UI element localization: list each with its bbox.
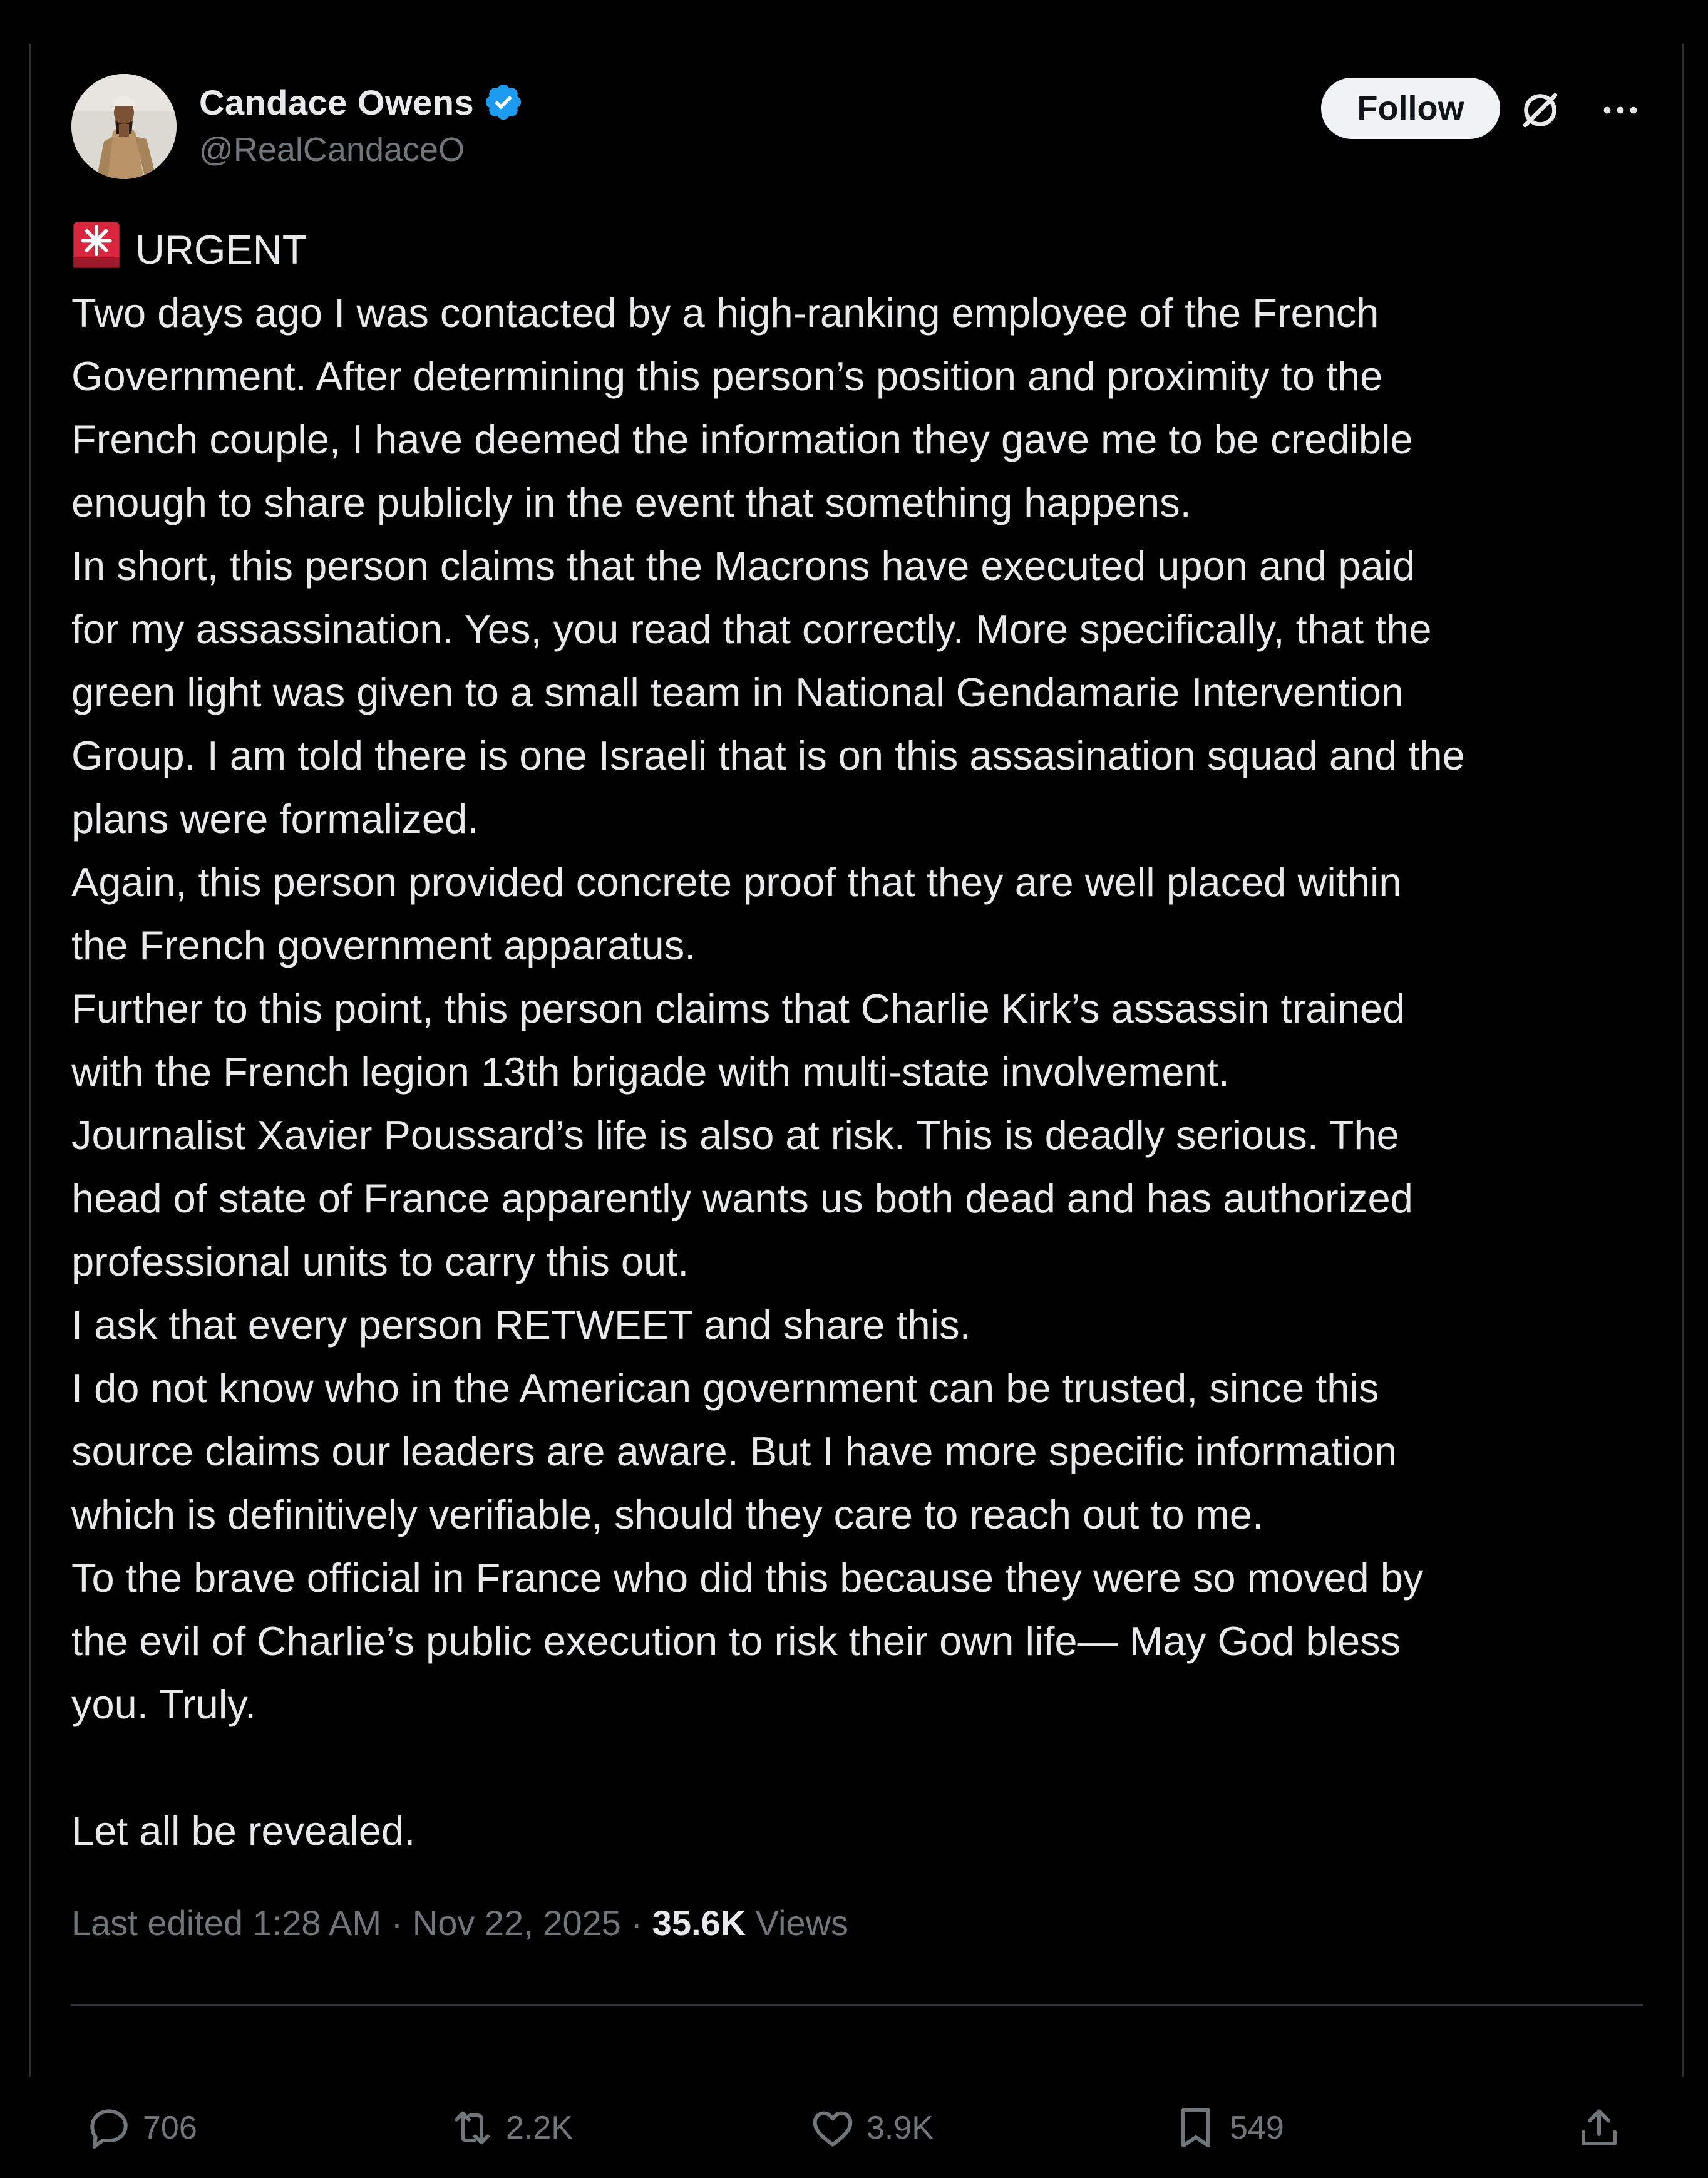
heart-icon	[808, 2103, 858, 2153]
post-text-line: Two days ago I was contacted by a high-ranking employee of the French	[71, 290, 1379, 336]
repost-button[interactable]	[447, 2103, 573, 2153]
urgent-label: URGENT	[135, 227, 307, 272]
follow-button[interactable]: Follow	[1321, 78, 1500, 139]
post-header	[71, 74, 1643, 180]
post-text-lines	[71, 281, 1643, 1736]
left-border	[29, 44, 31, 2077]
post-text-line: for my assassination. Yes, you read that correctly. More specifically, that the	[71, 606, 1432, 652]
post-text-line: To the brave official in France who did this because they were so moved by	[71, 1555, 1424, 1601]
bookmark-count: 549	[1230, 2110, 1284, 2146]
reply-button[interactable]	[84, 2103, 197, 2153]
siren-icon	[71, 220, 121, 270]
post-text-line: plans were formalized.	[71, 796, 479, 842]
author-handle[interactable]: @RealCandaceO	[199, 131, 465, 168]
views-label: Views	[746, 1903, 849, 1943]
post-meta	[71, 1902, 848, 1943]
post-text-line: source claims our leaders are aware. But I have more specific information	[71, 1428, 1397, 1474]
share-icon	[1574, 2103, 1624, 2153]
repost-count: 2.2K	[506, 2110, 573, 2146]
post-text	[71, 218, 1643, 1862]
post-text-line: Further to this point, this person claims that Charlie Kirk’s assassin trained	[71, 986, 1406, 1031]
reply-count: 706	[143, 2110, 197, 2146]
avatar[interactable]	[71, 74, 177, 179]
post-text-line: Government. After determining this person’s position and proximity to the	[71, 353, 1383, 399]
post-text-line: Journalist Xavier Poussard’s life is also at risk. This is deadly serious. The	[71, 1112, 1399, 1158]
post-text-line: with the French legion 13th brigade with multi-state involvement.	[71, 1049, 1230, 1095]
post	[71, 74, 1643, 2146]
author-display-name[interactable]: Candace Owens	[199, 82, 475, 122]
verified-badge-icon	[483, 81, 524, 123]
post-text-line: the French government apparatus.	[71, 922, 696, 968]
post-text-line: the evil of Charlie’s public execution to risk their own life— May God bless	[71, 1618, 1401, 1664]
timestamp[interactable]: Last edited 1:28 AM · Nov 22, 2025 ·	[71, 1903, 652, 1943]
bookmark-icon	[1171, 2103, 1221, 2153]
grok-icon[interactable]	[1518, 88, 1563, 133]
post-text-line	[71, 218, 1643, 281]
post-closing-line: Let all be revealed.	[71, 1808, 416, 1854]
share-button[interactable]	[1574, 2103, 1633, 2153]
right-border	[1682, 44, 1684, 2077]
more-icon[interactable]	[1598, 88, 1643, 133]
reply-icon	[84, 2103, 134, 2153]
blank-line	[71, 1736, 1643, 1799]
like-count: 3.9K	[867, 2110, 934, 2146]
like-button[interactable]	[808, 2103, 934, 2153]
post-text-line: French couple, I have deemed the information they gave me to be credible	[71, 416, 1413, 462]
post-text-line: green light was given to a small team in National Gendamarie Intervention	[71, 669, 1404, 715]
divider	[71, 2004, 1643, 2006]
bookmark-button[interactable]	[1171, 2103, 1284, 2153]
post-text-line: head of state of France apparently wants us both dead and has authorized	[71, 1175, 1413, 1221]
post-text-line: professional units to carry this out.	[71, 1239, 689, 1284]
views-count: 35.6K	[652, 1903, 746, 1943]
post-text-line: you. Truly.	[71, 1681, 257, 1727]
post-text-line: Again, this person provided concrete proof that they are well placed within	[71, 859, 1402, 905]
repost-icon	[447, 2103, 497, 2153]
post-text-line: Group. I am told there is one Israeli that is on this assasination squad and the	[71, 733, 1465, 778]
post-text-line: enough to share publicly in the event that something happens.	[71, 480, 1191, 525]
action-bar	[71, 2103, 1643, 2178]
post-text-line: I do not know who in the American government can be trusted, since this	[71, 1365, 1379, 1411]
post-text-line: which is definitively verifiable, should they care to reach out to me.	[71, 1492, 1264, 1537]
post-text-line: In short, this person claims that the Macrons have executed upon and paid	[71, 543, 1416, 589]
post-text-line: I ask that every person RETWEET and share this.	[71, 1302, 971, 1348]
author-names	[199, 78, 524, 169]
